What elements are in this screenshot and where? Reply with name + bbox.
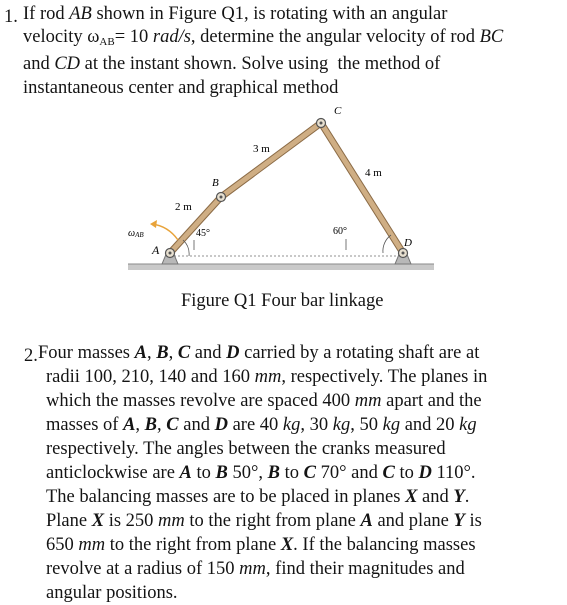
question-2-line-8: Plane X is 250 mm to the right from plane A and plane Y is	[46, 511, 482, 531]
length-cd-label: 4 m	[365, 167, 382, 179]
question-1-line-2: velocity $\omega_{AB}= 10$ rad/s, determine the angular velocity of rod BC	[23, 27, 504, 48]
length-bc-label: 3 m	[253, 143, 270, 155]
question-2-line-9: 650 mm to the right from plane X. If the balancing masses	[46, 535, 476, 555]
four-bar-linkage-figure	[0, 0, 567, 290]
angle-a-label: 45°	[196, 228, 210, 239]
question-1-line-4: instantaneous center and graphical method	[23, 78, 339, 98]
ground-base	[128, 264, 434, 270]
label-b: B	[212, 177, 219, 189]
question-2-line-2: radii 100, 210, 140 and 160 mm, respectively. The planes in	[46, 367, 488, 387]
figure-caption: Figure Q1 Four bar linkage	[181, 291, 384, 311]
label-d: D	[404, 237, 412, 249]
question-2-number: 2.	[24, 346, 38, 366]
question-2-line-6: anticlockwise are A to B 50°, B to C 70° and C to D 110°.	[46, 463, 476, 483]
question-2-line-11: angular positions.	[46, 583, 178, 603]
omega-label: ωAB	[128, 228, 144, 239]
question-1-number: 1.	[4, 7, 18, 27]
question-2-line-5: respectively. The angles between the cranks measured	[46, 439, 446, 459]
label-c: C	[334, 105, 342, 117]
question-2-line-4: masses of A, B, C and D are 40 kg, 30 kg, 50 kg and 20 kg	[46, 415, 477, 435]
question-2-line-10: revolve at a radius of 150 mm, find their magnitudes and	[46, 559, 465, 579]
label-a: A	[152, 243, 160, 257]
length-ab-label: 2 m	[175, 201, 192, 213]
omega-arrowhead	[150, 220, 157, 228]
question-2-line-3: which the masses revolve are spaced 400 mm apart and the	[46, 391, 482, 411]
question-1-line-3: and CD at the instant shown. Solve using the method of	[23, 54, 441, 74]
question-1-line-1: If rod AB shown in Figure Q1, is rotating with an angular	[23, 4, 448, 24]
question-2-line-1: Four masses A, B, C and D carried by a rotating shaft are at	[38, 343, 480, 363]
angle-d-label: 60°	[333, 226, 347, 237]
question-2-line-7: The balancing masses are to be placed in planes X and Y.	[46, 487, 470, 507]
link-bc	[221, 123, 321, 197]
